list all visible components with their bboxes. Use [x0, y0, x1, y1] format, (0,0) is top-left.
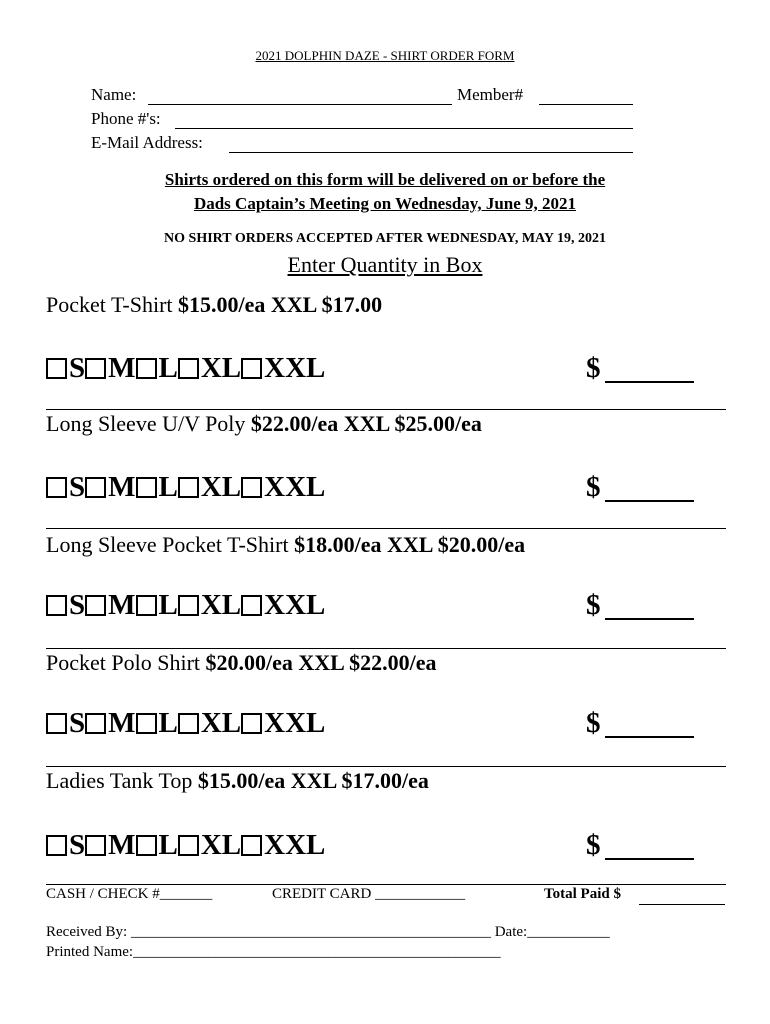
quantity-checkbox[interactable]: [241, 595, 262, 616]
quantity-checkbox[interactable]: [85, 477, 106, 498]
size-option: [178, 589, 241, 622]
amount-field[interactable]: [605, 618, 694, 620]
item-title: [46, 411, 482, 437]
total-paid-label: Total Paid $: [544, 886, 621, 902]
size-options-row: [46, 471, 325, 504]
size-options-row: [46, 707, 325, 740]
quantity-checkbox[interactable]: [136, 477, 157, 498]
amount-field[interactable]: [605, 500, 694, 502]
size-option: [46, 589, 85, 622]
email-field[interactable]: [229, 134, 633, 153]
size-option: [136, 352, 178, 385]
size-label: L: [158, 471, 178, 503]
item-name: Long Sleeve Pocket T-Shirt: [46, 532, 295, 557]
size-option: [136, 589, 178, 622]
dollar-sign: $: [586, 352, 601, 384]
size-option: [241, 707, 325, 740]
received-by-line[interactable]: Received By: ________________________________________________ Date:___________: [46, 924, 610, 940]
size-option: [85, 471, 135, 504]
amount-field[interactable]: [605, 736, 694, 738]
phone-field[interactable]: [175, 110, 633, 129]
size-label: XL: [200, 829, 242, 861]
size-label: XXL: [264, 707, 326, 739]
size-option: [136, 829, 178, 862]
quantity-checkbox[interactable]: [136, 713, 157, 734]
delivery-notice-line1: Shirts ordered on this form will be delivered on or before the: [164, 170, 606, 189]
size-label: M: [108, 352, 136, 384]
deadline-notice: NO SHIRT ORDERS ACCEPTED AFTER WEDNESDAY, MAY 19, 2021: [164, 231, 606, 246]
size-option: [178, 707, 241, 740]
amount-field[interactable]: [605, 858, 694, 860]
size-options-row: [46, 352, 325, 385]
size-option: [178, 829, 241, 862]
size-option: [46, 707, 85, 740]
size-label: S: [69, 471, 86, 503]
quantity-checkbox[interactable]: [178, 835, 199, 856]
size-option: [241, 471, 325, 504]
name-field[interactable]: [148, 86, 452, 105]
item-title: [46, 768, 429, 794]
size-label: XL: [200, 471, 242, 503]
dollar-sign: $: [586, 589, 601, 621]
size-option: [241, 352, 325, 385]
quantity-checkbox[interactable]: [46, 358, 67, 379]
quantity-checkbox[interactable]: [136, 835, 157, 856]
delivery-notice-line2: Dads Captain’s Meeting on Wednesday, June 9, 2021: [193, 194, 577, 213]
size-options-row: [46, 589, 325, 622]
item-name: Pocket Polo Shirt: [46, 650, 206, 675]
item-name: Long Sleeve U/V Poly: [46, 411, 251, 436]
item-title: [46, 532, 525, 558]
quantity-checkbox[interactable]: [178, 358, 199, 379]
size-option: [136, 707, 178, 740]
name-label: Name:: [91, 85, 137, 104]
section-divider: [46, 884, 726, 885]
quantity-checkbox[interactable]: [136, 358, 157, 379]
size-option: [178, 352, 241, 385]
quantity-checkbox[interactable]: [46, 713, 67, 734]
dollar-sign: $: [586, 471, 601, 503]
quantity-checkbox[interactable]: [46, 595, 67, 616]
item-title: [46, 292, 382, 318]
quantity-checkbox[interactable]: [241, 835, 262, 856]
size-label: S: [69, 829, 86, 861]
form-title: 2021 DOLPHIN DAZE - SHIRT ORDER FORM: [255, 48, 515, 63]
section-divider: [46, 528, 726, 529]
size-label: XXL: [264, 589, 326, 621]
item-name: Ladies Tank Top: [46, 768, 198, 793]
size-label: XL: [200, 352, 242, 384]
size-label: XXL: [264, 829, 326, 861]
size-option: [85, 829, 135, 862]
size-label: XXL: [264, 352, 326, 384]
item-name: Pocket T-Shirt: [46, 292, 179, 317]
dollar-sign: $: [586, 829, 601, 861]
quantity-checkbox[interactable]: [178, 477, 199, 498]
quantity-checkbox[interactable]: [46, 477, 67, 498]
amount-field[interactable]: [605, 381, 694, 383]
size-option: [85, 589, 135, 622]
quantity-instruction: Enter Quantity in Box: [287, 252, 483, 277]
quantity-checkbox[interactable]: [241, 358, 262, 379]
size-options-row: [46, 829, 325, 862]
size-label: S: [69, 707, 86, 739]
quantity-checkbox[interactable]: [178, 595, 199, 616]
phone-label: Phone #'s:: [91, 109, 161, 128]
total-paid-field[interactable]: [639, 887, 725, 905]
quantity-checkbox[interactable]: [85, 358, 106, 379]
item-price: $18.00/ea XXL $20.00/ea: [294, 532, 526, 557]
quantity-checkbox[interactable]: [46, 835, 67, 856]
quantity-checkbox[interactable]: [85, 595, 106, 616]
member-number-field[interactable]: [539, 86, 633, 105]
item-price: $15.00/ea XXL $17.00/ea: [197, 768, 429, 793]
size-label: M: [108, 471, 136, 503]
size-label: M: [108, 707, 136, 739]
size-label: L: [158, 707, 178, 739]
quantity-checkbox[interactable]: [241, 713, 262, 734]
dollar-sign: $: [586, 707, 601, 739]
quantity-checkbox[interactable]: [85, 835, 106, 856]
section-divider: [46, 409, 726, 410]
section-divider: [46, 766, 726, 767]
quantity-checkbox[interactable]: [85, 713, 106, 734]
member-label: Member#: [457, 85, 524, 104]
section-divider: [46, 648, 726, 649]
size-option: [136, 471, 178, 504]
item-price: $22.00/ea XXL $25.00/ea: [250, 411, 482, 436]
size-option: [85, 707, 135, 740]
email-label: E-Mail Address:: [91, 133, 203, 152]
size-label: M: [108, 829, 136, 861]
credit-card-field[interactable]: CREDIT CARD ____________: [272, 886, 466, 902]
size-option: [46, 352, 85, 385]
size-label: L: [158, 589, 178, 621]
quantity-checkbox[interactable]: [136, 595, 157, 616]
size-label: XXL: [264, 471, 326, 503]
size-label: S: [69, 589, 86, 621]
size-label: L: [158, 829, 178, 861]
item-price: $15.00/ea XXL $17.00: [178, 292, 383, 317]
size-label: S: [69, 352, 86, 384]
size-option: [46, 471, 85, 504]
item-title: [46, 650, 437, 676]
size-option: [178, 471, 241, 504]
item-price: $20.00/ea XXL $22.00/ea: [205, 650, 437, 675]
cash-check-field[interactable]: CASH / CHECK #_______: [46, 886, 213, 902]
printed-name-line[interactable]: Printed Name:_________________________________________________: [46, 944, 501, 960]
quantity-checkbox[interactable]: [178, 713, 199, 734]
size-option: [85, 352, 135, 385]
size-option: [46, 829, 85, 862]
size-label: L: [158, 352, 178, 384]
size-label: XL: [200, 707, 242, 739]
size-option: [241, 829, 325, 862]
size-label: XL: [200, 589, 242, 621]
quantity-checkbox[interactable]: [241, 477, 262, 498]
size-label: M: [108, 589, 136, 621]
size-option: [241, 589, 325, 622]
